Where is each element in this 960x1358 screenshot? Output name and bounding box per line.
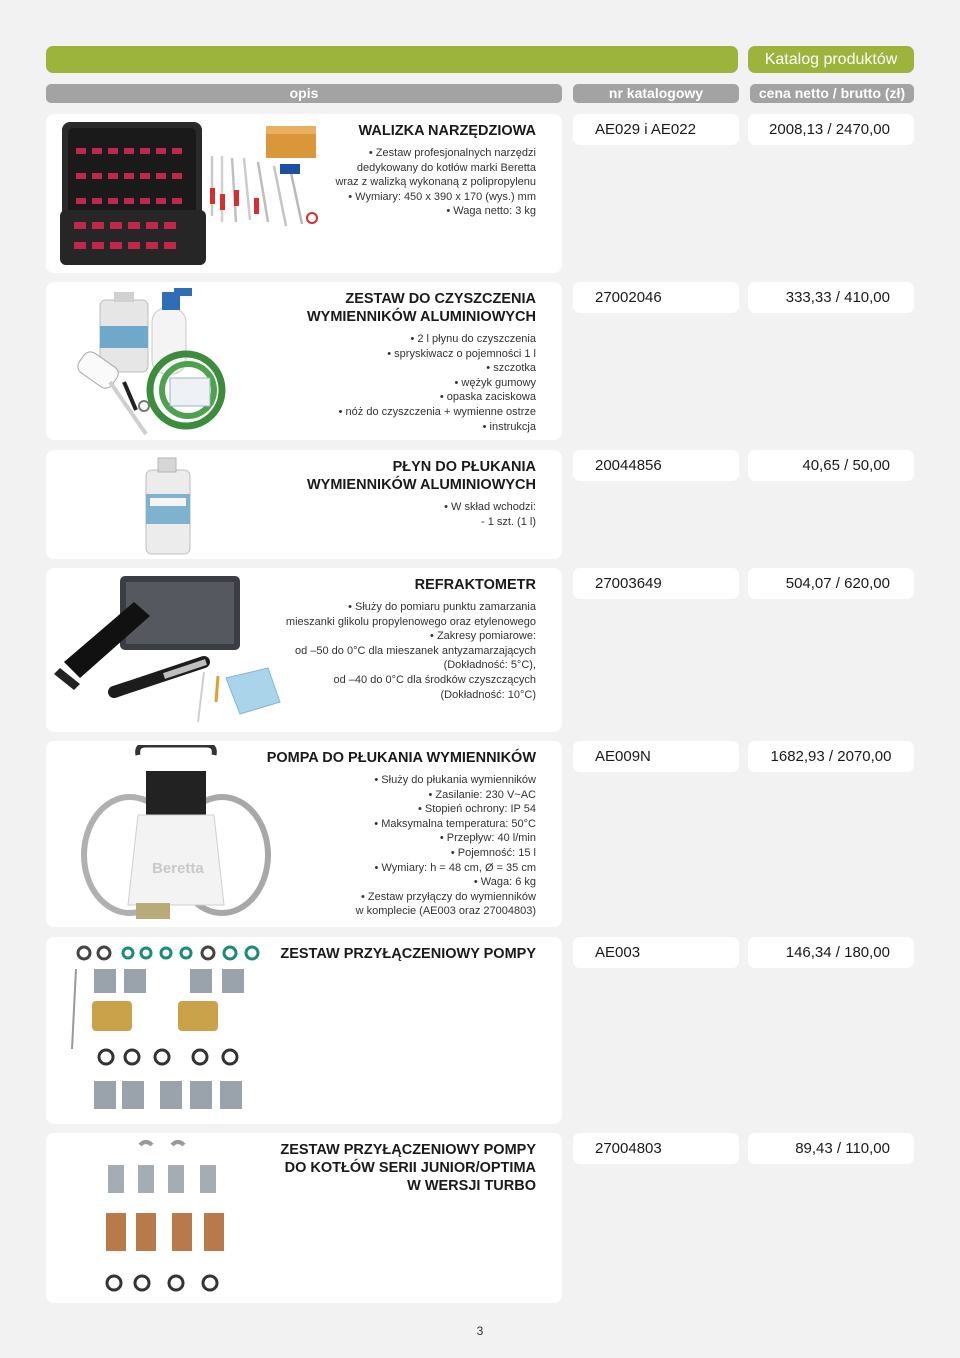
product-title: PŁYN DO PŁUKANIA WYMIENNIKÓW ALUMINIOWYCH xyxy=(306,459,536,493)
product-text xyxy=(335,122,536,219)
product-card-refractometer xyxy=(46,568,562,732)
product-description: • W skład wchodzi: - 1 szt. (1 l) xyxy=(444,501,536,528)
product-card-tool-case xyxy=(46,114,562,273)
catalog-number: 27003649 xyxy=(573,568,739,599)
turbo-connection-set-image xyxy=(100,1137,250,1299)
page-number: 3 xyxy=(476,1324,484,1338)
flushing-pump-image xyxy=(76,745,276,925)
product-card-pump-connection-set xyxy=(46,937,562,1124)
catalog-title: Katalog produktów xyxy=(748,46,914,73)
catalog-number: 27002046 xyxy=(573,282,739,313)
pump-brand-logo: Beretta xyxy=(152,860,204,877)
product-card-flushing-pump xyxy=(46,741,562,927)
product-title: ZESTAW PRZYŁĄCZENIOWY POMPY xyxy=(280,946,536,962)
product-title: POMPA DO PŁUKANIA WYMIENNIKÓW xyxy=(266,750,536,766)
tool-case-image xyxy=(54,118,324,270)
product-text xyxy=(267,749,536,919)
column-header-description: opis xyxy=(46,84,562,103)
column-header-price: cena netto / brutto (zł) xyxy=(750,84,914,103)
fluid-bottle-image xyxy=(136,454,196,556)
column-header-catalog-number: nr katalogowy xyxy=(573,84,739,103)
price: 1682,93 / 2070,00 xyxy=(748,741,914,772)
product-text xyxy=(286,576,536,702)
product-text xyxy=(307,458,536,529)
product-description: • Służy do płukania wymienników • Zasilanie: 230 V~AC • Stopień ochrony: IP 54 • Maksymalna temperatura: 50°C • Przepływ: 40 l/min • Pojemność: 15 l • Wymiary: h = 48 cm, Ø = 35 cm • Waga: 6 kg • Zestaw przyłączy do wymienników w komplecie (AE003 oraz 27004803) xyxy=(355,774,536,918)
product-text xyxy=(280,1141,536,1195)
price: 2008,13 / 2470,00 xyxy=(748,114,914,145)
price: 504,07 / 620,00 xyxy=(748,568,914,599)
catalog-number: 27004803 xyxy=(573,1133,739,1164)
product-description: • Zestaw profesjonalnych narzędzi dedykowany do kotłów marki Beretta wraz z walizką wykonaną z polipropylenu • Wymiary: 450 x 390 x 170 (wys.) mm • Waga netto: 3 kg xyxy=(335,147,536,218)
connection-set-image xyxy=(70,941,270,1121)
catalog-number: AE003 xyxy=(573,937,739,968)
product-card-cleaning-kit xyxy=(46,282,562,440)
catalog-number: AE009N xyxy=(573,741,739,772)
product-description: • Służy do pomiaru punktu zamarzania mieszanki glikolu propylenowego oraz etylenowego • Zakresy pomiarowe: od –50 do 0°C dla mieszanek antyzamarzających (Dokładność: 5°C), od –40 do 0°C dla środków czyszczących (Dokładność: 10°C) xyxy=(285,601,536,701)
product-title: ZESTAW DO CZYSZCZENIA WYMIENNIKÓW ALUMINIOWYCH xyxy=(306,291,536,325)
price: 40,65 / 50,00 xyxy=(748,450,914,481)
product-title: ZESTAW PRZYŁĄCZENIOWY POMPY DO KOTŁÓW SERII JUNIOR/OPTIMA W WERSJI TURBO xyxy=(280,1142,536,1194)
catalog-number: AE029 i AE022 xyxy=(573,114,739,145)
product-card-rinsing-fluid xyxy=(46,450,562,559)
product-text xyxy=(280,945,536,963)
refractometer-image xyxy=(54,572,294,728)
price: 89,43 / 110,00 xyxy=(748,1133,914,1164)
catalog-number: 20044856 xyxy=(573,450,739,481)
cleaning-kit-image xyxy=(66,286,266,438)
product-card-connection-set-turbo xyxy=(46,1133,562,1303)
product-description: • 2 l płynu do czyszczenia • spryskiwacz o pojemności 1 l • szczotka • wężyk gumowy • opaska zaciskowa • nóż do czyszczenia + wymienne ostrze • instrukcja xyxy=(338,333,536,433)
header-accent-bar xyxy=(46,46,738,73)
product-text xyxy=(307,290,536,434)
product-title: REFRAKTOMETR xyxy=(414,577,536,593)
price: 333,33 / 410,00 xyxy=(748,282,914,313)
price: 146,34 / 180,00 xyxy=(748,937,914,968)
product-title: WALIZKA NARZĘDZIOWA xyxy=(358,123,536,139)
